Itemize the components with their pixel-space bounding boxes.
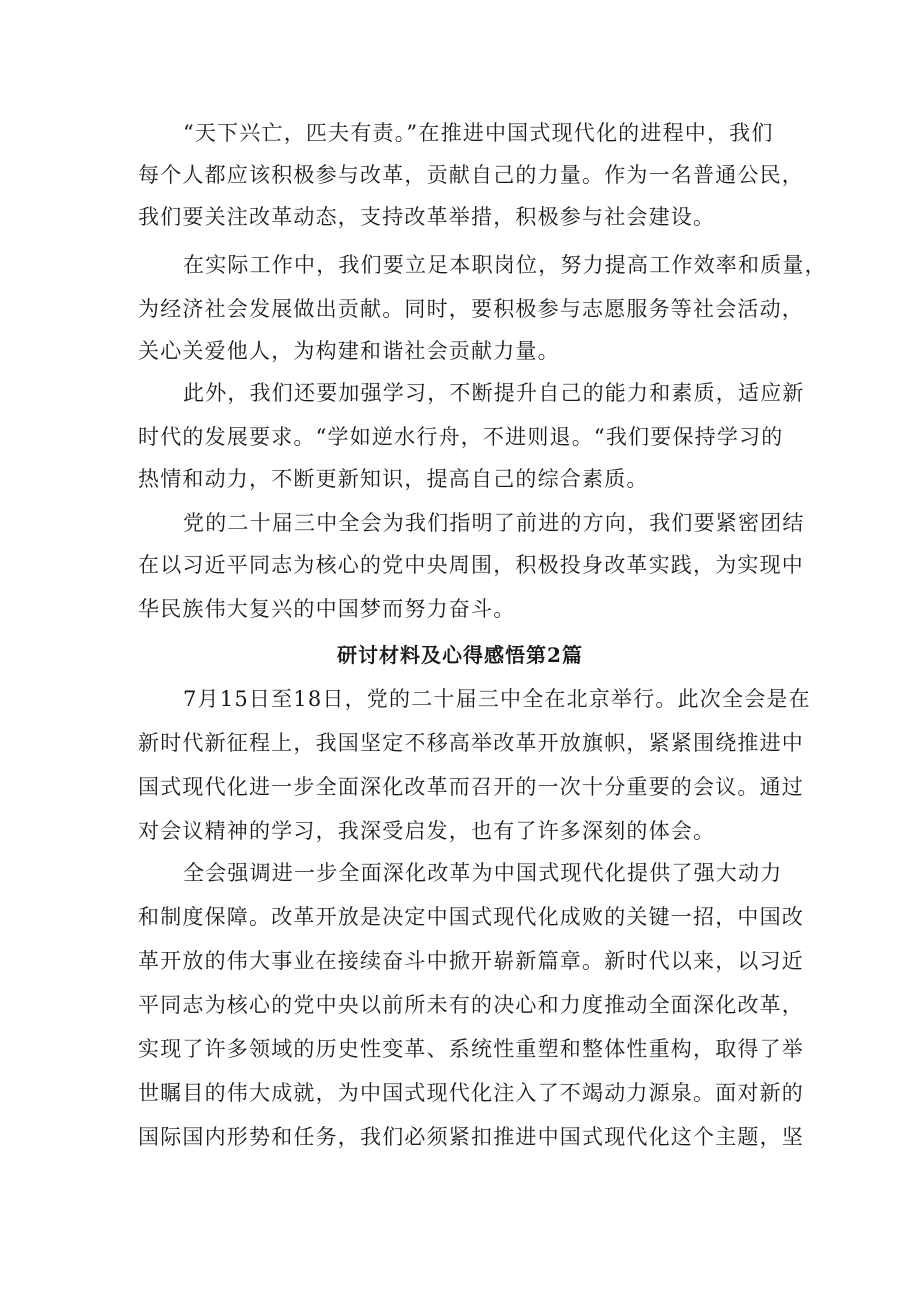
paragraph-2-line-2: 为经济社会发展做出贡献。同时，要积极参与志愿服务等社会活动， bbox=[138, 297, 804, 321]
paragraph-6-line-2: 和制度保障。改革开放是决定中国式现代化成败的关键一招，中国改 bbox=[138, 905, 804, 929]
paragraph-3-line-3: 热情和动力，不断更新知识，提高自己的综合素质。 bbox=[138, 467, 649, 491]
paragraph-4-line-2: 在以习近平同志为核心的党中央周围，积极投身改革实践，为实现中 bbox=[138, 553, 804, 577]
paragraph-4-line-1: 党的二十届三中全会为我们指明了前进的方向，我们要紧密团结 bbox=[183, 511, 805, 535]
paragraph-5-line-1: 7月15日至18日，党的二十届三中全在北京举行。此次全会是在 bbox=[183, 687, 811, 711]
paragraph-1-line-2: 每个人都应该积极参与改革，贡献自己的力量。作为一名普通公民， bbox=[138, 163, 804, 187]
paragraph-2-line-3: 关心关爱他人，为构建和谐社会贡献力量。 bbox=[138, 339, 560, 363]
paragraph-6-line-6: 世瞩目的伟大成就，为中国式现代化注入了不竭动力源泉。面对新的 bbox=[138, 1081, 804, 1105]
paragraph-3-line-2: 时代的发展要求。“学如逆水行舟，不进则退。“我们要保持学习的 bbox=[138, 425, 784, 449]
section-heading: 研讨材料及心得感悟第2篇 bbox=[337, 643, 583, 667]
paragraph-5-line-2: 新时代新征程上，我国坚定不移高举改革开放旗帜，紧紧围绕推进中 bbox=[138, 731, 804, 755]
paragraph-6-line-5: 实现了许多领域的历史性变革、系统性重塑和整体性重构，取得了举 bbox=[138, 1037, 804, 1061]
paragraph-3-line-1: 此外，我们还要加强学习，不断提升自己的能力和素质，适应新 bbox=[183, 381, 805, 405]
paragraph-4-line-3: 华民族伟大复兴的中国梦而努力奋斗。 bbox=[138, 597, 516, 621]
paragraph-6-line-7: 国际国内形势和任务，我们必须紧扣推进中国式现代化这个主题，坚 bbox=[138, 1125, 804, 1149]
paragraph-6-line-1: 全会强调进一步全面深化改革为中国式现代化提供了强大动力 bbox=[183, 861, 783, 885]
paragraph-6-line-4: 平同志为核心的党中央以前所未有的决心和力度推动全面深化改革， bbox=[138, 993, 804, 1017]
paragraph-5-line-4: 对会议精神的学习，我深受启发，也有了许多深刻的体会。 bbox=[138, 819, 716, 843]
paragraph-6-line-3: 革开放的伟大事业在接续奋斗中掀开崭新篇章。新时代以来，以习近 bbox=[138, 949, 804, 973]
paragraph-1-line-3: 我们要关注改革动态，支持改革举措，积极参与社会建设。 bbox=[138, 205, 716, 229]
paragraph-5-line-3: 国式现代化进一步全面深化改革而召开的一次十分重要的会议。通过 bbox=[138, 775, 804, 799]
paragraph-2-line-1: 在实际工作中，我们要立足本职岗位，努力提高工作效率和质量， bbox=[183, 253, 827, 277]
paragraph-1-line-1: “天下兴亡，匹夫有责。”在推进中国式现代化的进程中，我们 bbox=[183, 121, 774, 145]
